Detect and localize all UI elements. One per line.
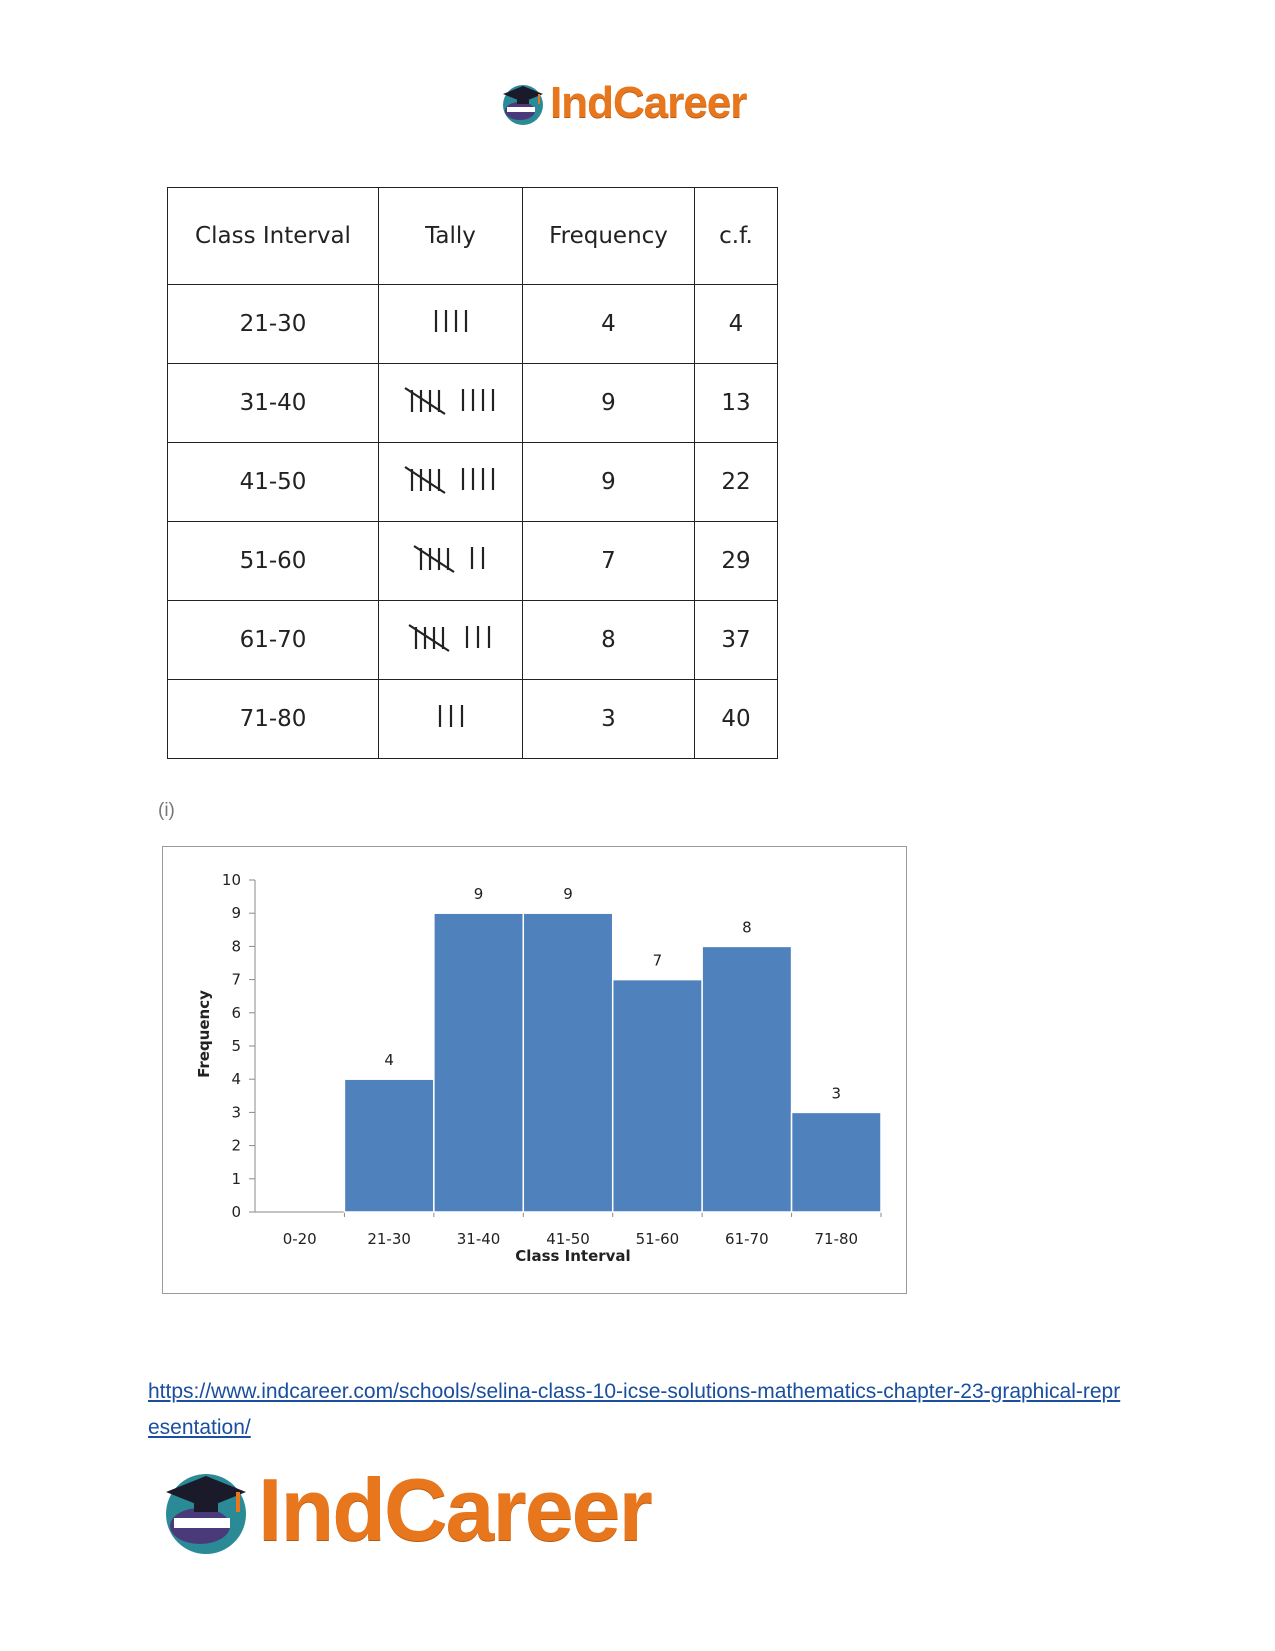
x-tick-label: 61-70 — [725, 1230, 769, 1248]
cell-tally — [379, 601, 523, 680]
header-class-interval: Class Interval — [168, 188, 379, 285]
cell-interval: 41-50 — [168, 443, 379, 522]
cell-cf: 13 — [695, 364, 778, 443]
y-tick-label: 5 — [231, 1037, 241, 1055]
cell-tally — [379, 680, 523, 759]
histogram-bar — [792, 1112, 881, 1212]
x-tick-label: 51-60 — [635, 1230, 680, 1248]
brand-logo-bottom — [160, 1462, 651, 1558]
x-axis-title: Class Interval — [515, 1247, 631, 1265]
histogram-bar — [434, 913, 523, 1212]
cell-interval: 51-60 — [168, 522, 379, 601]
cell-interval: 71-80 — [168, 680, 379, 759]
cell-frequency: 4 — [523, 285, 695, 364]
y-tick-label: 3 — [231, 1103, 241, 1122]
y-axis-title: Frequency — [195, 990, 213, 1078]
bar-data-label: 8 — [742, 918, 752, 937]
cell-cf: 37 — [695, 601, 778, 680]
cell-frequency: 9 — [523, 443, 695, 522]
cell-cf: 22 — [695, 443, 778, 522]
y-tick-label: 7 — [231, 970, 241, 989]
histogram-bar — [702, 946, 791, 1212]
cell-cf: 29 — [695, 522, 778, 601]
bar-data-label: 9 — [563, 885, 573, 904]
header-tally: Tally — [379, 188, 523, 285]
table-header-row — [168, 188, 778, 285]
brand-logo-top — [500, 78, 746, 128]
table-row — [168, 364, 778, 443]
bar-data-label: 9 — [473, 885, 484, 904]
histogram-bar — [344, 1079, 433, 1212]
tally-marks — [404, 385, 498, 415]
y-tick-label: 6 — [231, 1003, 241, 1022]
x-tick-label: 21-30 — [367, 1230, 411, 1248]
cell-frequency: 3 — [523, 680, 695, 759]
x-tick-label: 0-20 — [282, 1230, 317, 1248]
brand-name: IndCareer — [550, 78, 747, 127]
source-link[interactable]: https://www.indcareer.com/schools/selina-class-10-icse-solutions-mathematics-chapter-23-graphical-representation/ — [148, 1380, 1121, 1439]
bar-data-label: 4 — [384, 1051, 394, 1070]
cell-interval: 61-70 — [168, 601, 379, 680]
y-tick-label: 2 — [231, 1136, 241, 1155]
header-frequency: Frequency — [523, 188, 695, 285]
tally-marks — [431, 307, 471, 335]
cell-tally — [379, 364, 523, 443]
y-tick-label: 1 — [231, 1169, 241, 1188]
section-label: (i) — [158, 800, 175, 821]
cell-tally — [379, 443, 523, 522]
histogram-bar — [613, 980, 702, 1212]
tally-marks — [435, 702, 467, 730]
table-row — [168, 680, 778, 759]
graduation-cap-icon — [500, 80, 546, 126]
histogram-chart — [162, 846, 907, 1294]
tally-marks — [404, 464, 498, 494]
y-tick-label: 10 — [221, 871, 241, 889]
table-row — [168, 601, 778, 680]
bar-data-label: 7 — [652, 951, 663, 970]
cell-frequency: 9 — [523, 364, 695, 443]
cell-tally — [379, 285, 523, 364]
cell-frequency: 7 — [523, 522, 695, 601]
graduation-cap-icon — [160, 1464, 252, 1556]
table-row — [168, 443, 778, 522]
cell-cf: 4 — [695, 285, 778, 364]
bar-data-label: 3 — [831, 1084, 842, 1103]
y-tick-label: 8 — [231, 937, 241, 956]
x-tick-label: 41-50 — [546, 1230, 590, 1248]
y-tick-label: 4 — [231, 1070, 241, 1089]
header-cf: c.f. — [695, 188, 778, 285]
cell-tally — [379, 522, 523, 601]
y-tick-label: 0 — [231, 1203, 241, 1221]
table-row — [168, 522, 778, 601]
frequency-table — [167, 187, 778, 759]
histogram-bar — [523, 913, 612, 1212]
table-row — [168, 285, 778, 364]
cell-cf: 40 — [695, 680, 778, 759]
x-tick-label: 71-80 — [814, 1230, 859, 1248]
tally-marks — [408, 622, 494, 652]
brand-name: IndCareer — [258, 1460, 651, 1559]
cell-interval: 31-40 — [168, 364, 379, 443]
cell-frequency: 8 — [523, 601, 695, 680]
y-tick-label: 9 — [231, 904, 241, 923]
x-tick-label: 31-40 — [456, 1230, 501, 1248]
tally-marks — [413, 543, 489, 573]
cell-interval: 21-30 — [168, 285, 379, 364]
histogram-svg — [163, 847, 905, 1292]
